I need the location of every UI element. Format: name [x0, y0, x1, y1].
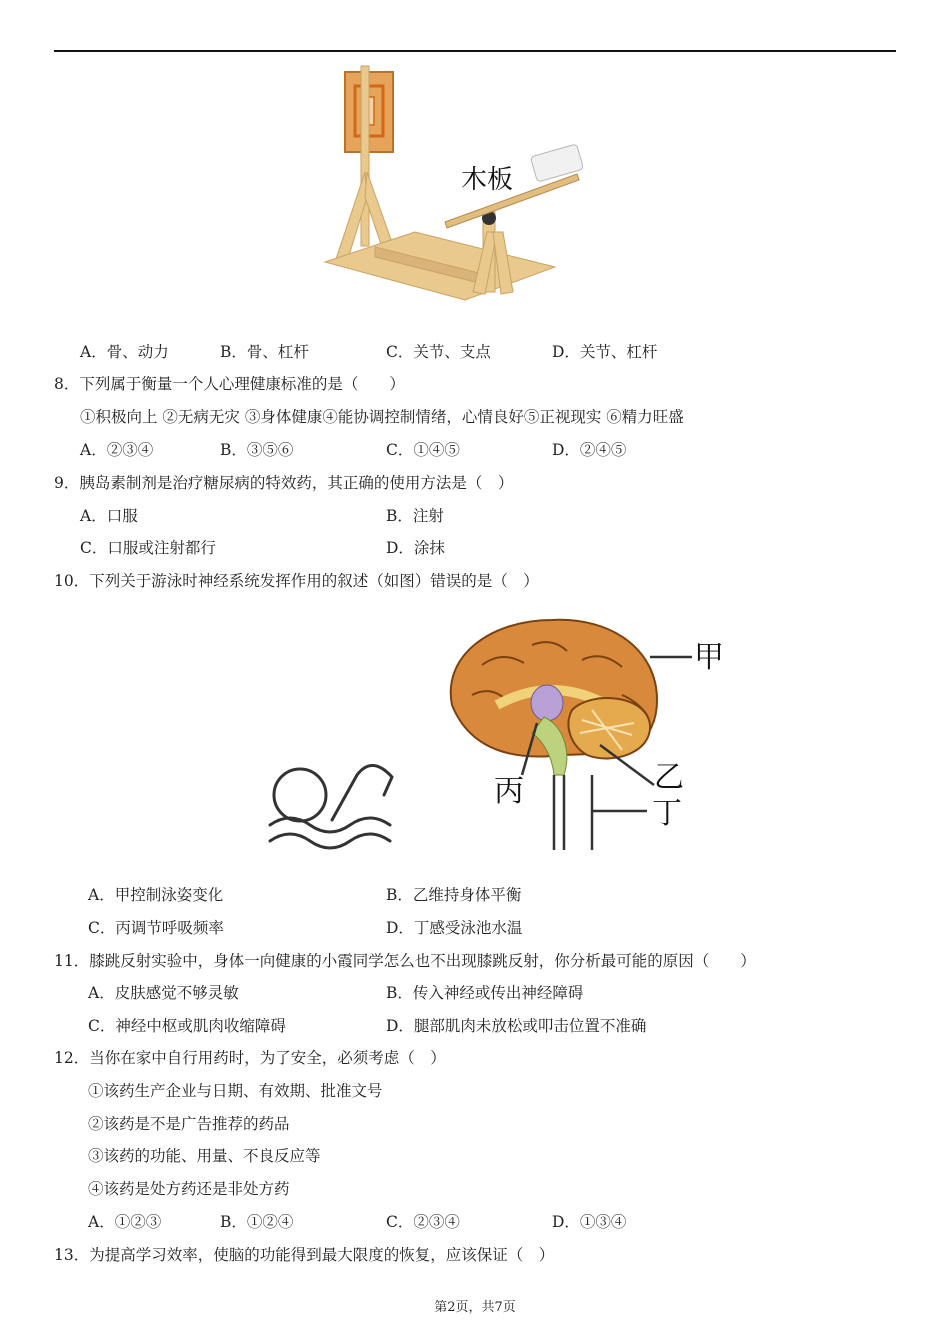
q8-option-c: C．①④⑤	[386, 441, 460, 459]
q8-stem: 8．下列属于衡量一个人心理健康标准的是（ ）	[54, 375, 405, 393]
q10-option-b: B．乙维持身体平衡	[386, 886, 522, 904]
q10-option-a: A．甲控制泳姿变化	[88, 886, 224, 904]
q8-option-d: D．②④⑤	[552, 441, 627, 459]
q9-option-a: A．口服	[80, 507, 138, 525]
q12-item-1: ①该药生产企业与日期、有效期、批准文号	[88, 1082, 383, 1100]
q9-stem: 9．胰岛素制剂是治疗糖尿病的特效药，其正确的使用方法是（ ）	[54, 474, 514, 492]
q9-option-d: D．涂抹	[386, 539, 445, 557]
q8-items: ①积极向上 ②无病无灾 ③身体健康④能协调控制情绪，心情良好⑤正视现实 ⑥精力旺盛	[80, 408, 684, 426]
top-rule	[54, 50, 896, 52]
q7-option-d: D．关节、杠杆	[552, 343, 658, 361]
q12-option-d: D．①③④	[552, 1213, 627, 1231]
q10-option-d: D．丁感受泳池水温	[386, 919, 523, 937]
q12-option-b: B．①②④	[220, 1213, 294, 1231]
diencephalon	[531, 685, 563, 721]
q12-option-c: C．②③④	[386, 1213, 460, 1231]
lever-board-label: 木板	[461, 164, 514, 194]
q11-option-d: D．腿部肌肉未放松或叩击位置不准确	[386, 1017, 647, 1035]
brain-label-bing: 丙	[494, 775, 524, 808]
brain-swimmer-figure	[262, 605, 742, 860]
q7-option-a: A．骨、动力	[80, 343, 169, 361]
q10-stem: 10．下列关于游泳时神经系统发挥作用的叙述（如图）错误的是（ ）	[54, 572, 539, 590]
brain-label-jia: 甲	[694, 641, 724, 674]
q8-option-b: B．③⑤⑥	[220, 441, 294, 459]
lever-model-illustration	[315, 62, 615, 312]
lever-model-figure	[315, 62, 615, 312]
q8-option-a: A．②③④	[80, 441, 154, 459]
q12-item-2: ②该药是不是广告推荐的药品	[88, 1115, 290, 1133]
brain-label-yi: 乙	[654, 761, 684, 794]
q11-stem: 11．膝跳反射实验中，身体一向健康的小霞同学怎么也不出现膝跳反射，你分析最可能的原因（ ）	[54, 952, 756, 970]
q9-option-c: C．口服或注射都行	[80, 539, 216, 557]
q12-item-4: ④该药是处方药还是非处方药	[88, 1180, 290, 1198]
spinal-cord	[554, 775, 564, 850]
q9-option-b: B．注射	[386, 507, 444, 525]
q11-option-b: B．传入神经或传出神经障碍	[386, 984, 584, 1002]
q12-stem: 12．当你在家中自行用药时，为了安全，必须考虑（ ）	[54, 1049, 446, 1067]
q11-option-a: A．皮肤感觉不够灵敏	[88, 984, 239, 1002]
q10-option-c: C．丙调节呼吸频率	[88, 919, 224, 937]
q13-stem: 13．为提高学习效率，使脑的功能得到最大限度的恢复，应该保证（ ）	[54, 1246, 555, 1264]
brain-label-ding: 丁	[652, 797, 682, 830]
q7-option-c: C．关节、支点	[386, 343, 491, 361]
q11-option-c: C．神经中枢或肌肉收缩障碍	[88, 1017, 286, 1035]
page-footer: 第2页，共7页	[434, 1300, 516, 1315]
q12-option-a: A．①②③	[88, 1213, 162, 1231]
swimmer-icon	[270, 765, 392, 848]
brain-swimmer-illustration	[262, 605, 742, 860]
q12-item-3: ③该药的功能、用量、不良反应等	[88, 1147, 321, 1165]
q7-option-b: B．骨、杠杆	[220, 343, 309, 361]
